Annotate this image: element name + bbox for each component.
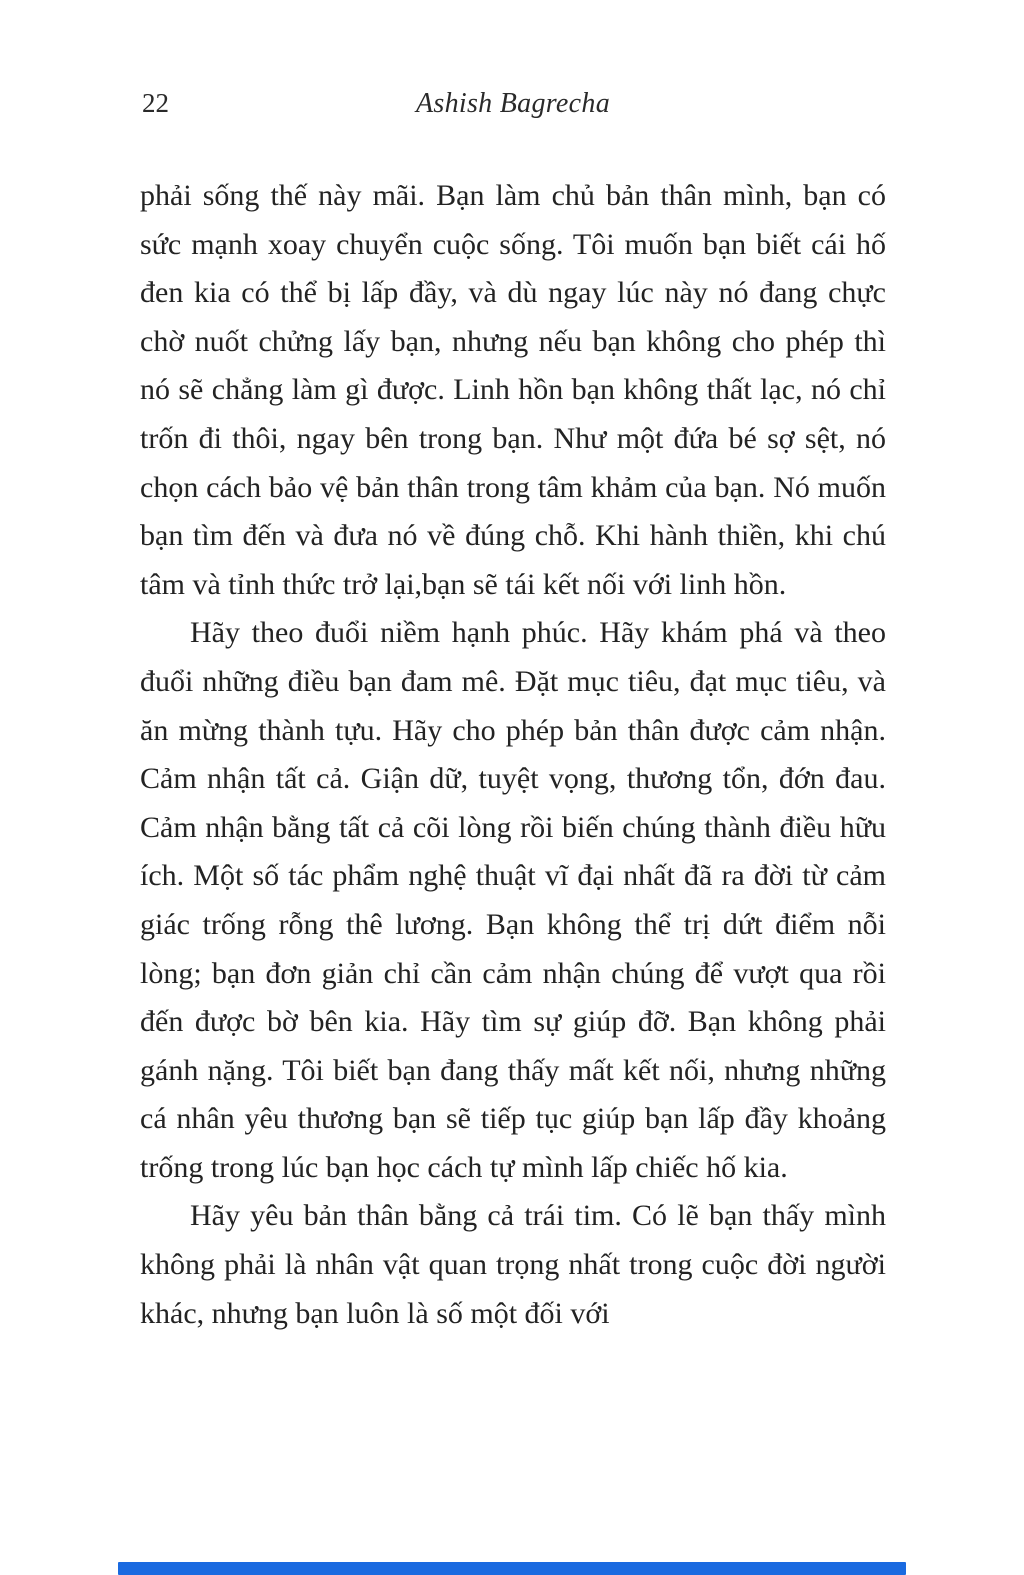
page-header — [140, 88, 886, 128]
body-text — [140, 172, 886, 1338]
page-number: 22 — [142, 88, 169, 118]
running-header-author: Ashish Bagrecha — [416, 88, 610, 119]
paragraph: phải sống thế này mãi. Bạn làm chủ bản thân mình, bạn có sức mạnh xoay chuyển cuộc sống. Tôi muốn bạn biết cái hố đen kia có thể bị lấp đầy, và dù ngay lúc này nó đang chực chờ nuốt chửng lấy bạn, nhưng nếu bạn không cho phép thì nó sẽ chẳng làm gì được. Linh hồn bạn không thất lạc, nó chỉ trốn đi thôi, ngay bên trong bạn. Như một đứa bé sợ sệt, nó chọn cách bảo vệ bản thân trong tâm khảm của bạn. Nó muốn bạn tìm đến và đưa nó về đúng chỗ. Khi hành thiền, khi chú tâm và tỉnh thức trở lại,bạn sẽ tái kết nối với linh hồn. — [140, 179, 886, 601]
text-column — [140, 88, 886, 1338]
cutoff-text-highlight — [118, 1562, 906, 1575]
paragraph: Hãy yêu bản thân bằng cả trái tim. Có lẽ bạn thấy mình không phải là nhân vật quan trọng nhất trong cuộc đời người khác, nhưng bạn luôn là số một đối với — [140, 1199, 886, 1330]
paragraph: Hãy theo đuổi niềm hạnh phúc. Hãy khám phá và theo đuổi những điều bạn đam mê. Đặt mục tiêu, đạt mục tiêu, và ăn mừng thành tựu. Hãy cho phép bản thân được cảm nhận. Cảm nhận tất cả. Giận dữ, tuyệt vọng, thương tổn, đớn đau. Cảm nhận bằng tất cả cõi lòng rồi biến chúng thành điều hữu ích. Một số tác phẩm nghệ thuật vĩ đại nhất đã ra đời từ cảm giác trống rỗng thê lương. Bạn không thể trị dứt điểm nỗi lòng; bạn đơn giản chỉ cần cảm nhận chúng để vượt qua rồi đến được bờ bên kia. Hãy tìm sự giúp đỡ. Bạn không phải gánh nặng. Tôi biết bạn đang thấy mất kết nối, nhưng những cá nhân yêu thương bạn sẽ tiếp tục giúp bạn lấp đầy khoảng trống trong lúc bạn học cách tự mình lấp chiếc hố kia. — [140, 616, 886, 1184]
